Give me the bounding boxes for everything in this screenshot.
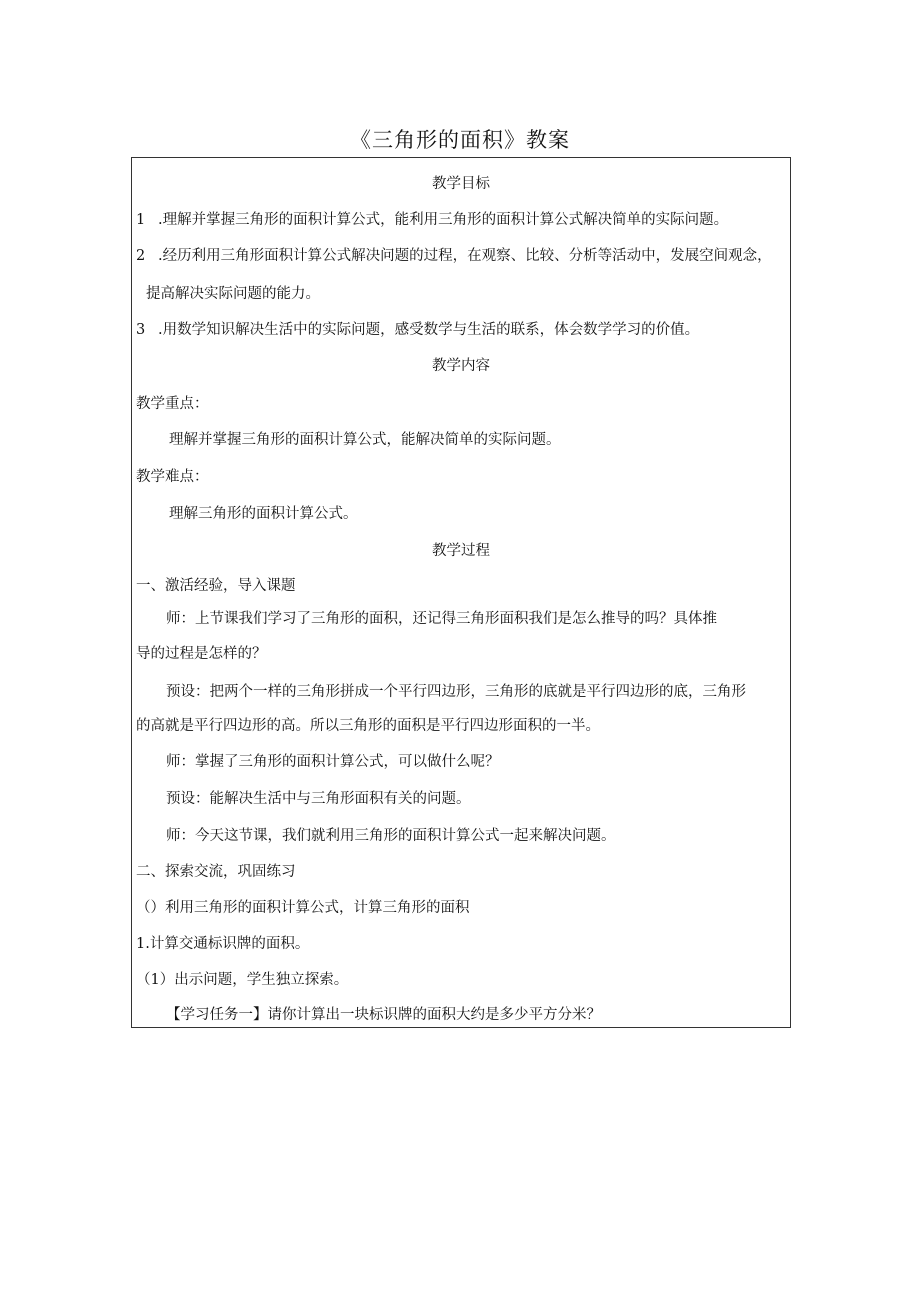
key-points-label: 教学重点： [136, 396, 209, 412]
goal-item-3 [136, 320, 699, 340]
section-2-title: 二、探索交流，巩固练习 [136, 864, 296, 880]
paragraph: 师：掌握了三角形的面积计算公式，可以做什么呢？ [166, 754, 500, 770]
goal-text: .经历利用三角形面积计算公式解决问题的过程，在观察、比较、分析等活动中，发展空间观念， [158, 248, 772, 264]
exercise-item: 1.计算交通标识牌的面积。 [136, 936, 310, 952]
learning-task: 【学习任务一】请你计算出一块标识牌的面积大约是多少平方分米？ [166, 1007, 601, 1023]
goals-heading: 教学目标 [432, 176, 490, 192]
key-points-text: 理解并掌握三角形的面积计算公式，能解决简单的实际问题。 [169, 432, 561, 448]
paragraph: 预设：能解决生活中与三角形面积有关的问题。 [166, 791, 471, 807]
page-title: 《三角形的面积》教案 [350, 128, 570, 152]
goal-number: 2 [136, 248, 146, 264]
goal-text: .理解并掌握三角形的面积计算公式，能利用三角形的面积计算公式解决简单的实际问题。 [158, 212, 729, 228]
paragraph: 师：上节课我们学习了三角形的面积，还记得三角形面积我们是怎么推导的吗？具体推 [166, 611, 717, 627]
exercise-step: （1）出示问题，学生独立探索。 [136, 972, 349, 988]
goal-item-2-continued: 提高解决实际问题的能力。 [146, 286, 320, 302]
goal-number: 1 [136, 212, 146, 228]
goal-item-1 [136, 210, 728, 230]
section-1-title: 一、激活经验，导入课题 [136, 578, 296, 594]
goal-text: .用数学知识解决生活中的实际问题，感受数学与生活的联系，体会数学学习的价值。 [158, 322, 700, 338]
subsection-title: （）利用三角形的面积计算公式，计算三角形的面积 [136, 900, 470, 916]
paragraph-continued: 导的过程是怎样的？ [136, 646, 267, 662]
goal-item-2 [136, 246, 772, 266]
goal-number: 3 [136, 322, 146, 338]
content-heading: 教学内容 [432, 358, 490, 374]
difficult-points-text: 理解三角形的面积计算公式。 [169, 506, 358, 522]
paragraph: 预设：把两个一样的三角形拼成一个平行四边形，三角形的底就是平行四边形的底，三角形 [166, 684, 746, 700]
process-heading: 教学过程 [432, 543, 490, 559]
paragraph-continued: 的高就是平行四边形的高。所以三角形的面积是平行四边形面积的一半。 [136, 718, 600, 734]
difficult-points-label: 教学难点： [136, 469, 209, 485]
paragraph: 师：今天这节课，我们就利用三角形的面积计算公式一起来解决问题。 [166, 828, 616, 844]
